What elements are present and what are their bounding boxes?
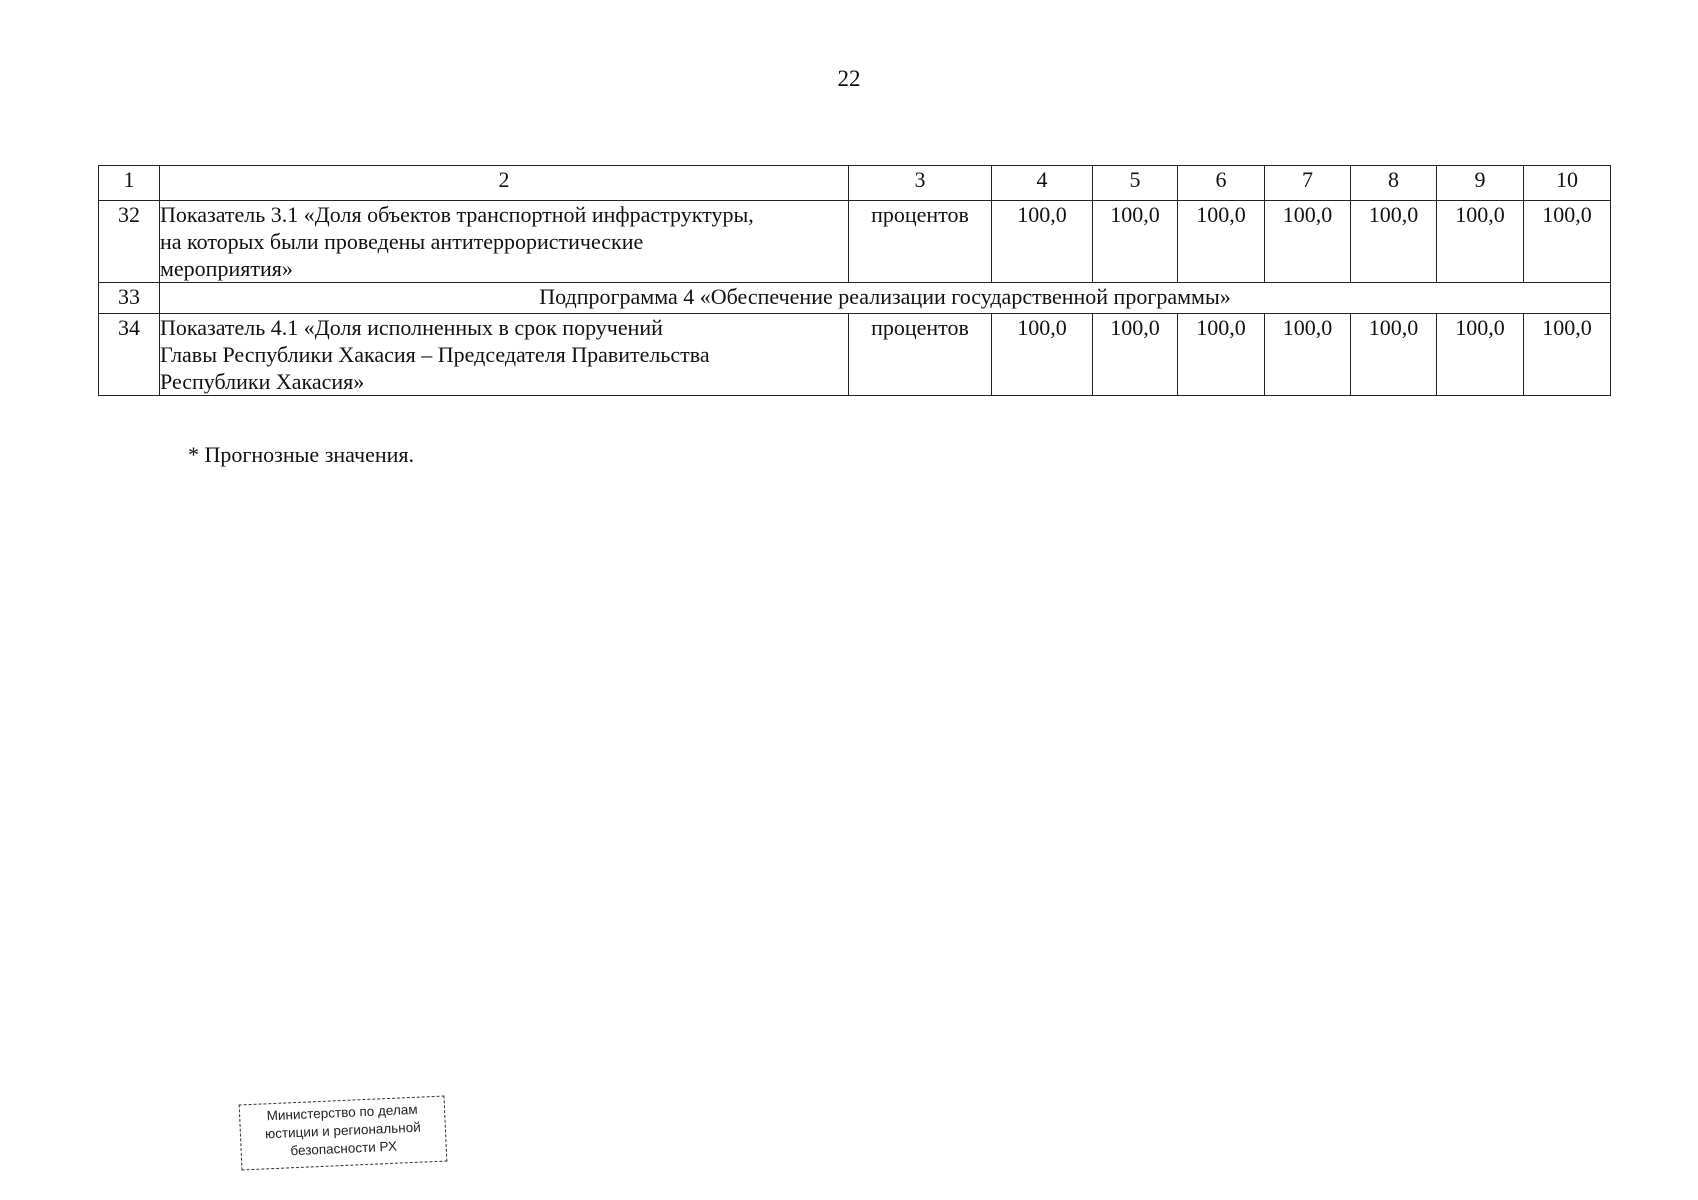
stamp-line: юстиции и региональной bbox=[264, 1119, 422, 1142]
value-cell: 100,0 bbox=[1265, 201, 1351, 283]
value-cell: 100,0 bbox=[992, 201, 1093, 283]
value-cell: 100,0 bbox=[1351, 201, 1437, 283]
row-number: 32 bbox=[99, 201, 160, 283]
row-number: 33 bbox=[99, 283, 160, 314]
indicator-name bbox=[160, 314, 849, 396]
indicator-name-line: Показатель 4.1 «Доля исполненных в срок поручений bbox=[160, 315, 663, 340]
value-cell: 100,0 bbox=[1524, 201, 1611, 283]
table-row bbox=[99, 201, 1611, 283]
column-header: 4 bbox=[992, 166, 1093, 201]
indicator-name-line: Республики Хакасия» bbox=[160, 369, 365, 394]
column-header: 1 bbox=[99, 166, 160, 201]
value-cell: 100,0 bbox=[1351, 314, 1437, 396]
column-header: 3 bbox=[849, 166, 992, 201]
indicator-name-line: Главы Республики Хакасия – Председателя Правительства bbox=[160, 342, 710, 367]
value-cell: 100,0 bbox=[1524, 314, 1611, 396]
value-cell: 100,0 bbox=[1093, 314, 1178, 396]
table-header-row bbox=[99, 166, 1611, 201]
value-cell: 100,0 bbox=[1093, 201, 1178, 283]
column-header: 2 bbox=[160, 166, 849, 201]
column-header: 8 bbox=[1351, 166, 1437, 201]
table-row bbox=[99, 314, 1611, 396]
ministry-stamp bbox=[239, 1096, 448, 1171]
value-cell: 100,0 bbox=[1437, 201, 1524, 283]
column-header: 7 bbox=[1265, 166, 1351, 201]
stamp-line: безопасности РХ bbox=[290, 1138, 398, 1159]
column-header: 9 bbox=[1437, 166, 1524, 201]
value-cell: 100,0 bbox=[1437, 314, 1524, 396]
unit-cell: процентов bbox=[849, 201, 992, 283]
indicator-name-line: Показатель 3.1 «Доля объектов транспортной инфраструктуры, bbox=[160, 202, 754, 227]
indicator-name-line: мероприятия» bbox=[160, 256, 293, 281]
indicator-name-line: на которых были проведены антитеррористические bbox=[160, 229, 644, 254]
value-cell: 100,0 bbox=[992, 314, 1093, 396]
column-header: 5 bbox=[1093, 166, 1178, 201]
indicators-table bbox=[98, 165, 1611, 396]
unit-cell: процентов bbox=[849, 314, 992, 396]
value-cell: 100,0 bbox=[1178, 314, 1265, 396]
page-number: 22 bbox=[837, 66, 861, 91]
table-row bbox=[99, 283, 1611, 314]
stamp-line: Министерство по делам bbox=[266, 1101, 418, 1124]
column-header: 10 bbox=[1524, 166, 1611, 201]
row-number: 34 bbox=[99, 314, 160, 396]
column-header: 6 bbox=[1178, 166, 1265, 201]
value-cell: 100,0 bbox=[1265, 314, 1351, 396]
footnote: * Прогнозные значения. bbox=[188, 442, 415, 467]
indicator-name bbox=[160, 201, 849, 283]
value-cell: 100,0 bbox=[1178, 201, 1265, 283]
subprogram-title: Подпрограмма 4 «Обеспечение реализации государственной программы» bbox=[160, 283, 1611, 314]
